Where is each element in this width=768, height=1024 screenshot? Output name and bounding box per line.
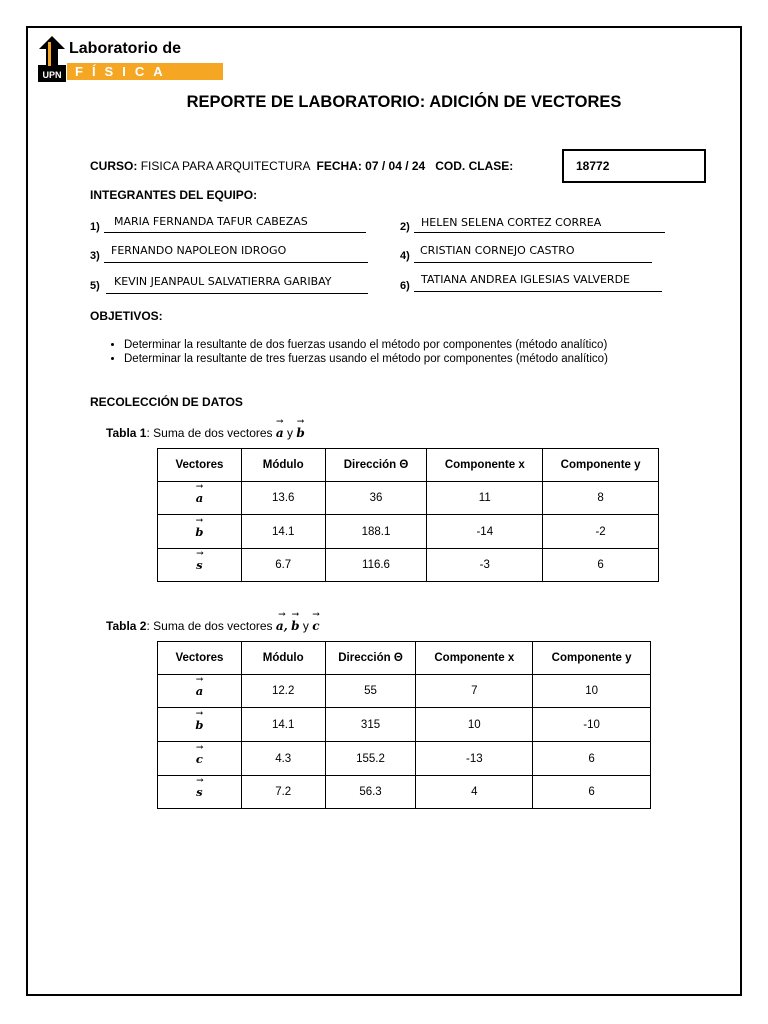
table-row (158, 675, 651, 708)
member-num: 5) (90, 280, 100, 292)
table-cell: -14 (427, 515, 543, 549)
vector-arrow-icon: → (291, 610, 300, 620)
vector-symbol: → b (296, 417, 305, 440)
vector-cell: → s (158, 549, 242, 582)
member-num: 4) (400, 250, 410, 262)
table1-label: Tabla 1 (106, 426, 147, 440)
logo-badge-text: UPN (42, 70, 62, 80)
member-name: MARIA FERNANDA TAFUR CABEZAS (114, 215, 308, 228)
table-cell: 116.6 (325, 549, 427, 582)
table-cell: 4 (416, 776, 533, 809)
fecha-label: FECHA: 07 / 04 / 24 (316, 159, 426, 173)
objective-item: • Determinar la resultante de tres fuerzas usando el método por componentes (método analítico) (124, 352, 608, 366)
vector-symbol: → c (312, 610, 320, 633)
table2-label: Tabla 2 (106, 619, 147, 633)
column-header: Componente x (416, 642, 533, 675)
member-num: 6) (400, 280, 410, 292)
vector-arrow-icon: → (312, 610, 320, 620)
table2-caption (106, 610, 320, 633)
table-row (158, 549, 659, 582)
table-cell: 10 (533, 675, 651, 708)
vector-arrow-icon: → (195, 708, 204, 719)
data-section-heading: RECOLECCIÓN DE DATOS (90, 395, 243, 409)
table-cell: 315 (325, 708, 416, 742)
caption-connector: y (283, 426, 297, 440)
cod-clase-box: 18772 (562, 149, 706, 183)
table-row (158, 776, 651, 809)
column-header: Vectores (158, 642, 242, 675)
table-cell: 14.1 (241, 515, 325, 549)
table-cell: 6 (533, 742, 651, 776)
table-row (158, 742, 651, 776)
objectives-heading: OBJETIVOS: (90, 309, 163, 323)
page-title: REPORTE DE LABORATORIO: ADICIÓN DE VECTORES (186, 93, 622, 111)
member-num: 1) (90, 221, 100, 233)
curso-label: CURSO: (90, 159, 138, 173)
upn-logo (38, 36, 188, 82)
member-name: TATIANA ANDREA IGLESIAS VALVERDE (421, 273, 630, 286)
vector-arrow-icon: → (296, 417, 305, 427)
table-cell: 10 (416, 708, 533, 742)
vector-cell: → b (158, 708, 242, 742)
vector-symbol: → b (291, 610, 300, 633)
table2 (157, 641, 651, 809)
column-header: Componente y (543, 449, 659, 482)
course-row (90, 159, 513, 173)
table-cell: 6 (543, 549, 659, 582)
table-cell: 14.1 (241, 708, 325, 742)
table-cell: -13 (416, 742, 533, 776)
table-row (158, 515, 659, 549)
column-header: Módulo (241, 642, 325, 675)
table-cell: 6 (533, 776, 651, 809)
vector-arrow-icon: → (195, 742, 204, 753)
vector-symbol: → a, (275, 610, 288, 633)
table-cell: 11 (427, 482, 543, 515)
logo-line1: Laboratorio de (69, 40, 182, 57)
member-name: FERNANDO NAPOLEON IDROGO (111, 244, 287, 257)
vector-cell: → b (158, 515, 242, 549)
member-num: 3) (90, 250, 100, 262)
table1-caption (106, 417, 305, 440)
vector-arrow-icon: → (195, 675, 204, 685)
vector-cell: → c (158, 742, 242, 776)
vector-cell: → a (158, 482, 242, 515)
column-header: Componente x (427, 449, 543, 482)
table-cell: 12.2 (241, 675, 325, 708)
team-heading: INTEGRANTES DEL EQUIPO: (90, 188, 258, 202)
table-cell: 55 (325, 675, 416, 708)
table2-caption-text: : Suma de dos vectores (146, 619, 276, 633)
member-name: KEVIN JEANPAUL SALVATIERRA GARIBAY (114, 275, 332, 288)
table1 (157, 448, 659, 582)
objective-item: • Determinar la resultante de dos fuerzas usando el método por componentes (método analítico) (124, 338, 608, 352)
logo-line2: FÍSICA (67, 63, 223, 80)
vector-arrow-icon: → (196, 549, 204, 559)
table-cell: -2 (543, 515, 659, 549)
objectives-list (106, 338, 608, 366)
vector-arrow-icon: → (195, 482, 204, 492)
table-row (158, 708, 651, 742)
vector-arrow-icon: → (196, 776, 204, 786)
member-num: 2) (400, 221, 410, 233)
member-name: CRISTIAN CORNEJO CASTRO (420, 244, 575, 257)
caption-connector: y (299, 619, 313, 633)
vector-arrow-icon: → (278, 610, 286, 620)
table-cell: 7.2 (241, 776, 325, 809)
vector-arrow-icon: → (195, 515, 204, 526)
upn-arrow-icon (38, 36, 66, 82)
column-header: Vectores (158, 449, 242, 482)
vector-symbol: → a (275, 417, 284, 440)
curso-value: FISICA PARA ARQUITECTURA (140, 159, 310, 173)
vector-arrow-icon: → (275, 417, 284, 427)
cod-clase-label: COD. CLASE: (435, 159, 514, 173)
table-row (158, 482, 659, 515)
table-cell: 36 (325, 482, 427, 515)
table-cell: 8 (543, 482, 659, 515)
column-header: Dirección Θ (325, 642, 416, 675)
table-cell: 4.3 (241, 742, 325, 776)
column-header: Módulo (241, 449, 325, 482)
vector-cell: → s (158, 776, 242, 809)
member-name: HELEN SELENA CORTEZ CORREA (421, 216, 602, 229)
vector-cell: → a (158, 675, 242, 708)
table-cell: -10 (533, 708, 651, 742)
table-cell: 6.7 (241, 549, 325, 582)
table-cell: 188.1 (325, 515, 427, 549)
table-cell: 155.2 (325, 742, 416, 776)
column-header: Componente y (533, 642, 651, 675)
column-header: Dirección Θ (325, 449, 427, 482)
table-cell: 7 (416, 675, 533, 708)
table-cell: 56.3 (325, 776, 416, 809)
table-cell: -3 (427, 549, 543, 582)
table-cell: 13.6 (241, 482, 325, 515)
table1-caption-text: : Suma de dos vectores (146, 426, 276, 440)
